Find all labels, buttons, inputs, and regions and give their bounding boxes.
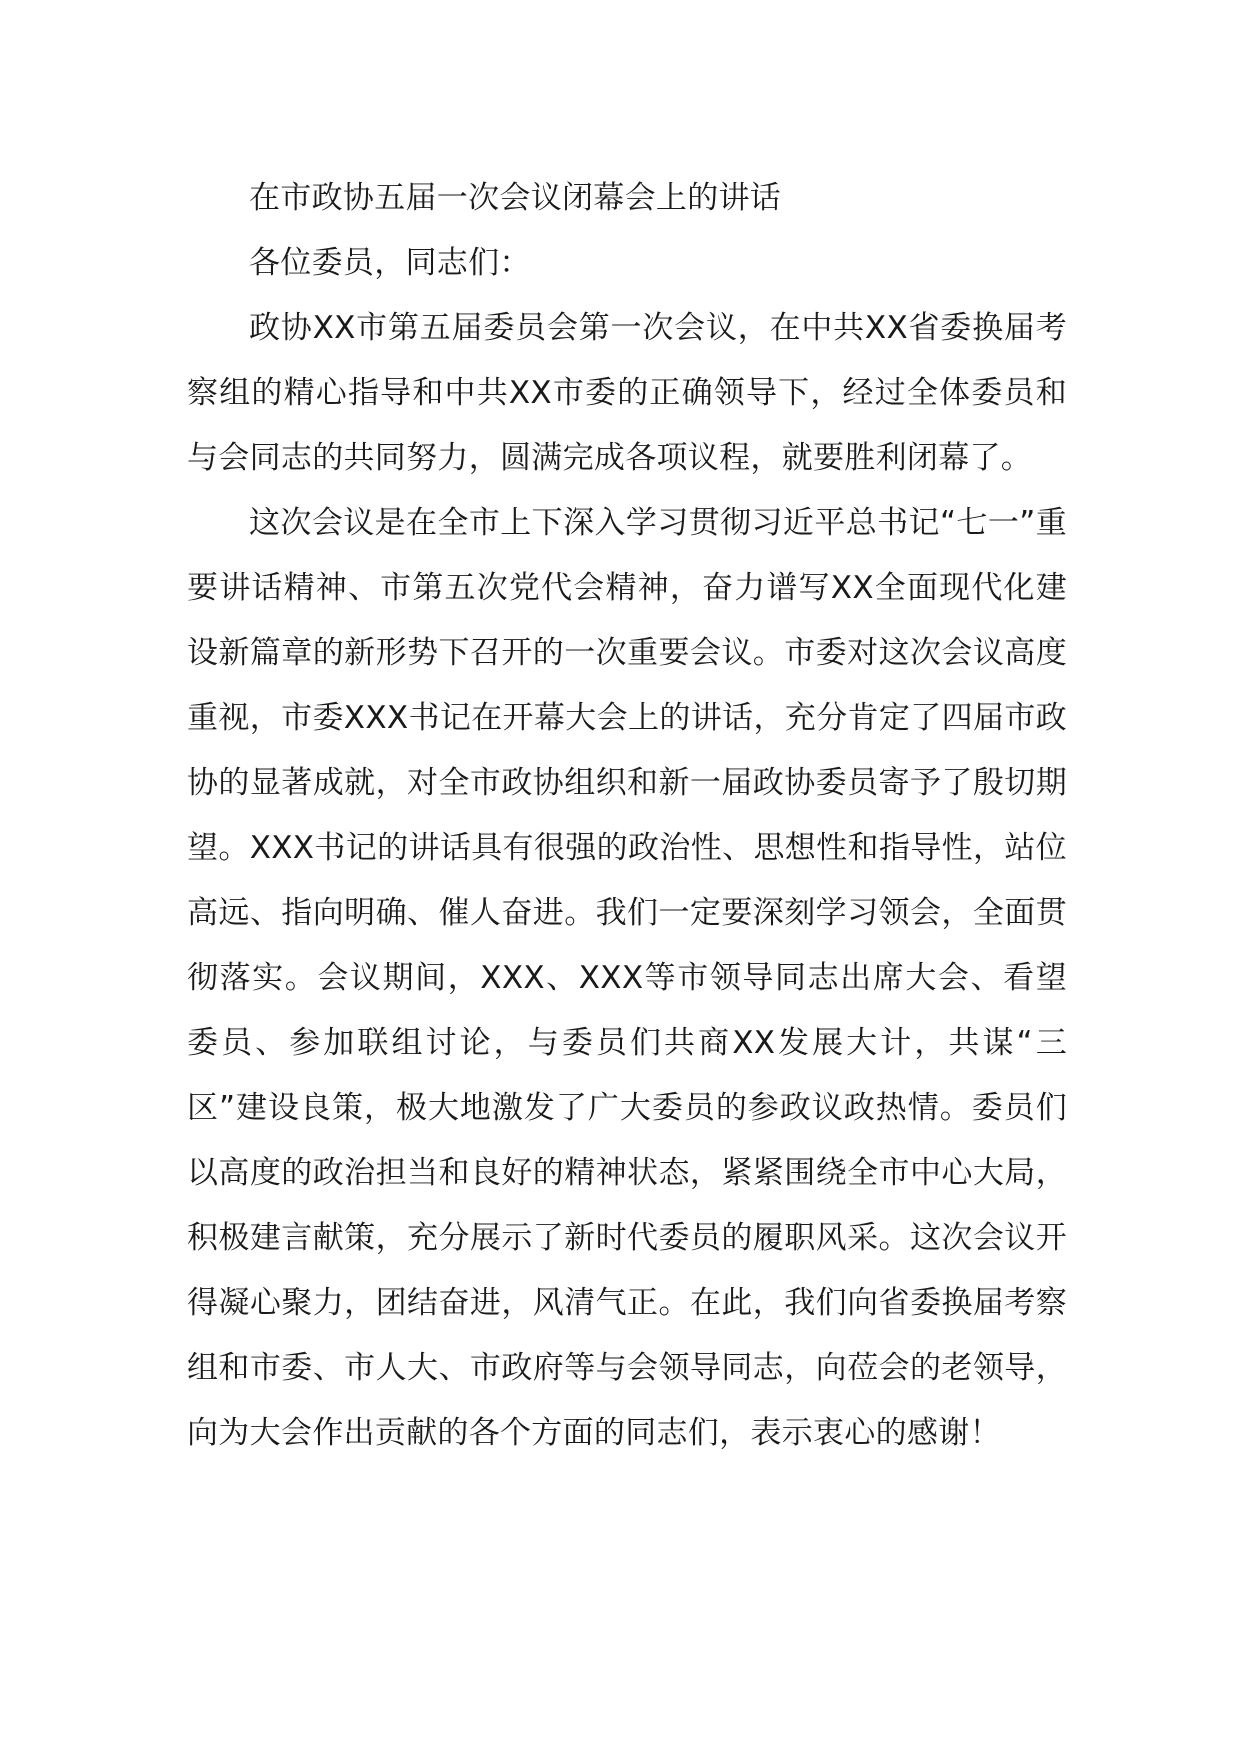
document-title: 在市政协五届一次会议闭幕会上的讲话 <box>249 180 782 216</box>
salutation: 各位委员，同志们： <box>249 245 531 281</box>
paragraph: 这次会议是在全市上下深入学习贯彻习近平总书记“七一”重要讲话精神、市第五次党代会精神，奋力谱写XX全面现代化建设新篇章的新形势下召开的一次重要会议。市委对这次会议高度重视，市委XXX书记在开幕大会上的讲话，充分肯定了四届市政协的显著成就，对全市政协组织和新一届政协委员寄予了殷切期望。XXX书记的讲话具有很强的政治性、思想性和指导性，站位高远、指向明确、催人奋进。我们一定要深刻学习领会，全面贯彻落实。会议期间，XXX、XXX等市领导同志出席大会、看望委员、参加联组讨论，与委员们共商XX发展大计，共谋“三区”建设良策，极大地激发了广大委员的参政议政热情。委员们以高度的政治担当和良好的精神状态，紧紧围绕全市中心大局，积极建言献策，充分展示了新时代委员的履职风采。这次会议开得凝心聚力，团结奋进，风清气正。在此，我们向省委换届考察组和市委、市人大、市政府等与会领导同志，向莅会的老领导，向为大会作出贡献的各个方面的同志们，表示衷心的感谢！ <box>187 505 1067 1451</box>
document-body <box>187 166 1067 1466</box>
paragraph: 政协XX市第五届委员会第一次会议，在中共XX省委换届考察组的精心指导和中共XX市委的正确领导下，经过全体委员和与会同志的共同努力，圆满完成各项议程，就要胜利闭幕了。 <box>187 310 1067 476</box>
